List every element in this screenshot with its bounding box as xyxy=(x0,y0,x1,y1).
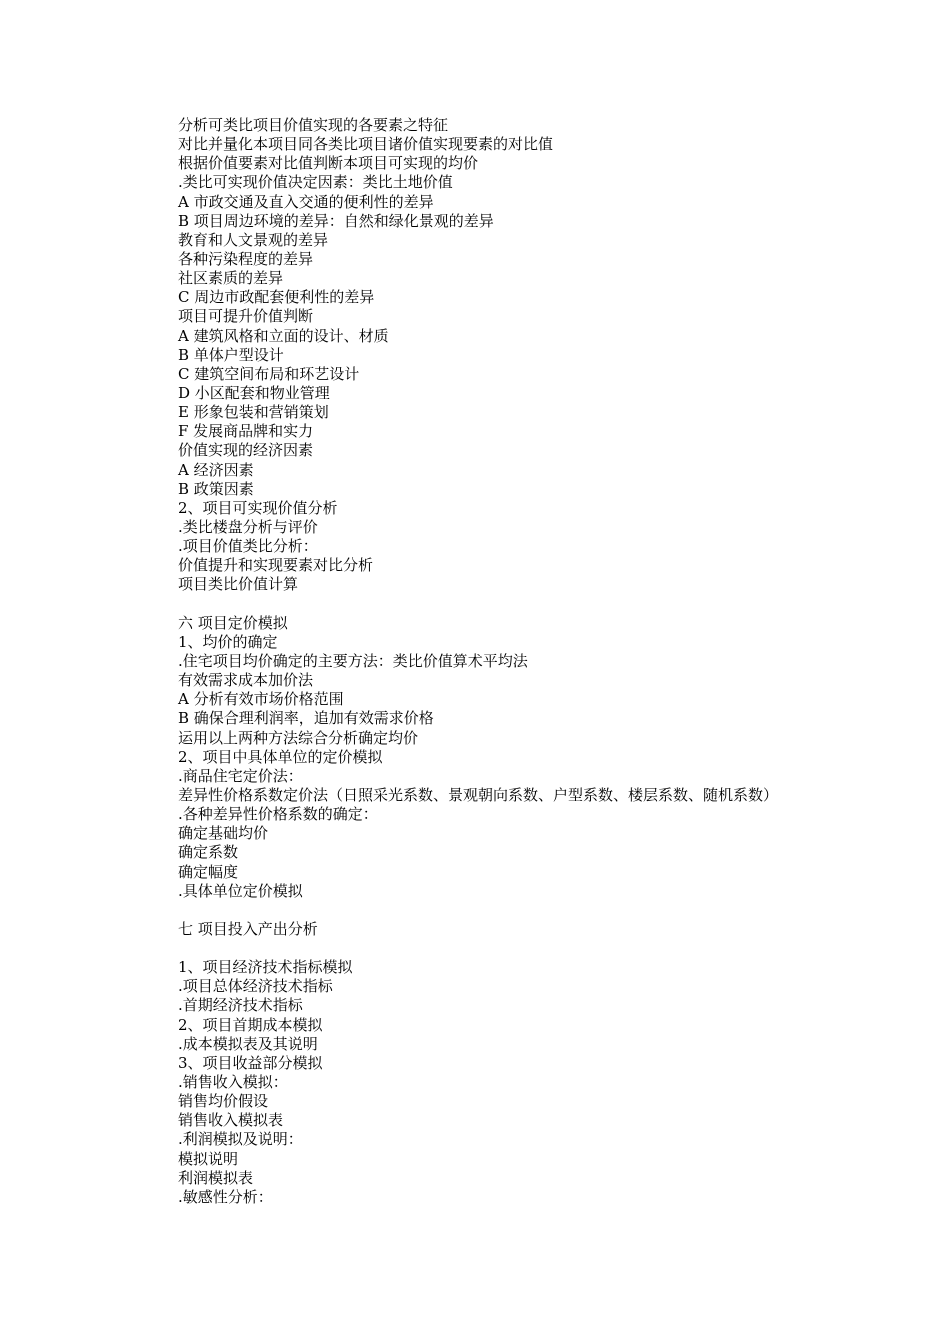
text-line: 价值实现的经济因素 xyxy=(178,441,314,460)
blank-line xyxy=(0,939,950,958)
text-line: A 经济因素 xyxy=(178,460,254,479)
text-line: B 单体户型设计 xyxy=(178,345,284,364)
text-line: .首期经济技术指标 xyxy=(178,996,303,1015)
section-heading: 六 项目定价模拟 xyxy=(178,613,288,632)
text-line: 根据价值要素对比值判断本项目可实现的均价 xyxy=(178,154,479,173)
text-line: 项目可提升价值判断 xyxy=(178,307,314,326)
blank-line xyxy=(0,595,950,614)
text-line: .敏感性分析： xyxy=(178,1187,273,1206)
text-line: .利润模拟及说明： xyxy=(178,1130,303,1149)
text-line: 确定系数 xyxy=(178,843,239,862)
section-heading: 七 项目投入产出分析 xyxy=(178,919,318,938)
text-line: .各种差异性价格系数的确定： xyxy=(178,805,378,824)
text-line: F 发展商品牌和实力 xyxy=(178,422,314,441)
document-body xyxy=(0,116,950,1207)
text-line: 教育和人文景观的差异 xyxy=(178,230,329,249)
text-line: 分析可类比项目价值实现的各要素之特征 xyxy=(178,116,449,134)
text-line: .销售收入模拟： xyxy=(178,1073,288,1092)
text-line: B 项目周边环境的差异：自然和绿化景观的差异 xyxy=(178,211,494,230)
blank-line xyxy=(0,901,950,920)
text-line: 2、项目可实现价值分析 xyxy=(178,498,338,517)
text-line: .商品住宅定价法： xyxy=(178,766,303,785)
text-line: 利润模拟表 xyxy=(178,1168,254,1187)
text-line: 确定基础均价 xyxy=(178,824,269,843)
text-line: 模拟说明 xyxy=(178,1149,239,1168)
text-line: 1、项目经济技术指标模拟 xyxy=(178,958,353,977)
text-line: 项目类比价值计算 xyxy=(178,575,299,594)
text-line: 各种污染程度的差异 xyxy=(178,249,314,268)
text-line: C 建筑空间布局和环艺设计 xyxy=(178,364,360,383)
text-line: 价值提升和实现要素对比分析 xyxy=(178,556,374,575)
text-line: .类比可实现价值决定因素：类比土地价值 xyxy=(178,173,453,192)
text-line: .成本模拟表及其说明 xyxy=(178,1034,318,1053)
text-line: C 周边市政配套便利性的差异 xyxy=(178,288,375,307)
text-line: 3、项目收益部分模拟 xyxy=(178,1053,323,1072)
text-line: 对比并量化本项目同各类比项目诸价值实现要素的对比值 xyxy=(178,135,554,154)
wrapped-text-line: 差异性价格系数定价法（日照采光系数、景观朝向系数、户型系数、楼层系数、随机系数） xyxy=(178,785,779,804)
text-line: .项目总体经济技术指标 xyxy=(178,977,333,996)
text-line: .住宅项目均价确定的主要方法：类比价值算术平均法 xyxy=(178,651,528,670)
text-line: 社区素质的差异 xyxy=(178,269,284,288)
text-line: 确定幅度 xyxy=(178,862,239,881)
text-line: A 建筑风格和立面的设计、材质 xyxy=(178,326,389,345)
text-line: A 分析有效市场价格范围 xyxy=(178,690,344,709)
text-line: .项目价值类比分析： xyxy=(178,537,318,556)
text-line: .具体单位定价模拟 xyxy=(178,881,303,900)
text-line: 销售均价假设 xyxy=(178,1092,269,1111)
text-line: .类比楼盘分析与评价 xyxy=(178,517,318,536)
text-line: 1、均价的确定 xyxy=(178,632,278,651)
text-line: 2、项目首期成本模拟 xyxy=(178,1015,323,1034)
text-line: D 小区配套和物业管理 xyxy=(178,383,330,402)
text-line: 销售收入模拟表 xyxy=(178,1111,284,1130)
text-line: B 政策因素 xyxy=(178,479,254,498)
text-line: 2、项目中具体单位的定价模拟 xyxy=(178,747,383,766)
text-line: A 市政交通及直入交通的便利性的差异 xyxy=(178,192,434,211)
text-line: 运用以上两种方法综合分析确定均价 xyxy=(178,728,419,747)
text-line: 有效需求成本加价法 xyxy=(178,671,314,690)
text-line: E 形象包装和营销策划 xyxy=(178,403,329,422)
text-line: B 确保合理利润率，追加有效需求价格 xyxy=(178,709,434,728)
